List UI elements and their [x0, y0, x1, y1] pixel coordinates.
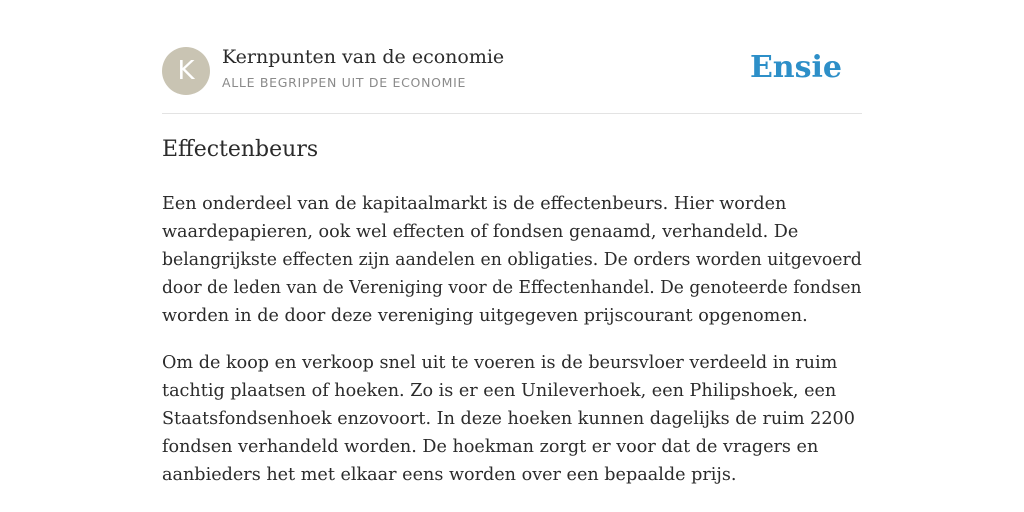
- site-title[interactable]: Kernpunten van de economie: [222, 46, 505, 68]
- paragraph-line: worden in de door deze vereniging uitgegeven prijscourant opgenomen.: [162, 306, 808, 326]
- avatar[interactable]: K: [162, 47, 210, 95]
- page: [162, 0, 862, 485]
- paragraph-line: tachtig plaatsen of hoeken. Zo is er een Unileverhoek, een Philipshoek, een: [162, 381, 837, 401]
- paragraph-line: waardepapieren, ook wel effecten of fondsen genaamd, verhandeld. De: [162, 222, 799, 242]
- paragraph-2: [162, 349, 862, 489]
- paragraph-line: aanbieders het met elkaar eens worden over een bepaalde prijs.: [162, 465, 737, 485]
- paragraph-line: Een onderdeel van de kapitaalmarkt is de effectenbeurs. Hier worden: [162, 194, 787, 214]
- paragraph-line: belangrijkste effecten zijn aandelen en obligaties. De orders worden uitgevoerd: [162, 250, 862, 270]
- article-title: Effectenbeurs: [162, 137, 319, 162]
- paragraph-1: [162, 190, 862, 330]
- paragraph-line: fondsen verhandeld worden. De hoekman zorgt er voor dat de vragers en: [162, 437, 819, 457]
- brand-logo[interactable]: Ensie: [749, 50, 842, 85]
- paragraph-line: Om de koop en verkoop snel uit te voeren is de beursvloer verdeeld in ruim: [162, 353, 838, 373]
- paragraph-line: door de leden van de Vereniging voor de Effectenhandel. De genoteerde fondsen: [162, 278, 862, 298]
- paragraph-line: Staatsfondsenhoek enzovoort. In deze hoeken kunnen dagelijks de ruim 2200: [162, 409, 855, 429]
- header: [162, 0, 862, 114]
- article-body: [162, 190, 862, 508]
- site-subtitle: ALLE BEGRIPPEN UIT DE ECONOMIE: [222, 75, 467, 90]
